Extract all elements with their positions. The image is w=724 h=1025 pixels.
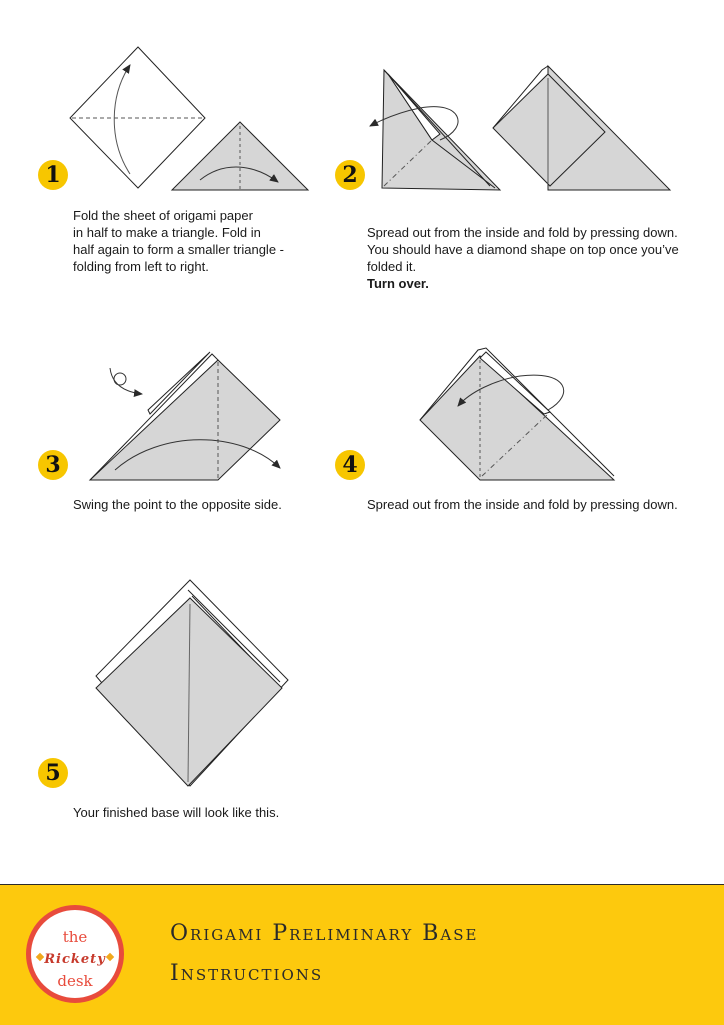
step-3-instructions: Swing the point to the opposite side. xyxy=(73,497,282,512)
step-1-instructions: Fold the sheet of origami paper in half to make a triangle. Fold in half again to form a smaller triangle - folding from left to right. xyxy=(73,208,284,274)
step-badge-3: 3 xyxy=(38,450,68,480)
step-5-diagram xyxy=(96,580,288,786)
logo-top-word: the xyxy=(62,928,88,946)
step-1-square-diagram xyxy=(70,47,205,188)
step-5-instructions: Your finished base will look like this. xyxy=(73,805,280,820)
step-3-diagram xyxy=(90,352,280,480)
step-2-body: Spread out from the inside and fold by pressing down. You should have a diamond shape on top once you’ve folded it. xyxy=(367,225,679,274)
step-badge-4: 4 xyxy=(335,450,365,480)
step-2-instructions xyxy=(367,207,697,309)
page-title-line-2: Instructions xyxy=(170,961,324,986)
logo-bottom-word: desk xyxy=(57,972,93,990)
step-badge-5: 5 xyxy=(38,758,68,788)
step-badge-2: 2 xyxy=(335,160,365,190)
step-4-diagram xyxy=(420,348,614,480)
step-badge-1: 1 xyxy=(38,160,68,190)
footer-band xyxy=(0,884,724,1025)
step-1-triangle-diagram xyxy=(172,122,308,190)
step-2-right-diagram xyxy=(493,66,670,190)
step-4-instructions: Spread out from the inside and fold by pressing down. xyxy=(367,497,678,512)
step-2-turn-over: Turn over. xyxy=(367,276,429,291)
page-title-line-1: Origami Preliminary Base xyxy=(170,921,479,946)
logo-middle-word: Rickety xyxy=(44,952,106,967)
turn-over-icon xyxy=(114,373,126,385)
logo xyxy=(26,905,124,1003)
step-2-left-diagram xyxy=(370,70,500,190)
